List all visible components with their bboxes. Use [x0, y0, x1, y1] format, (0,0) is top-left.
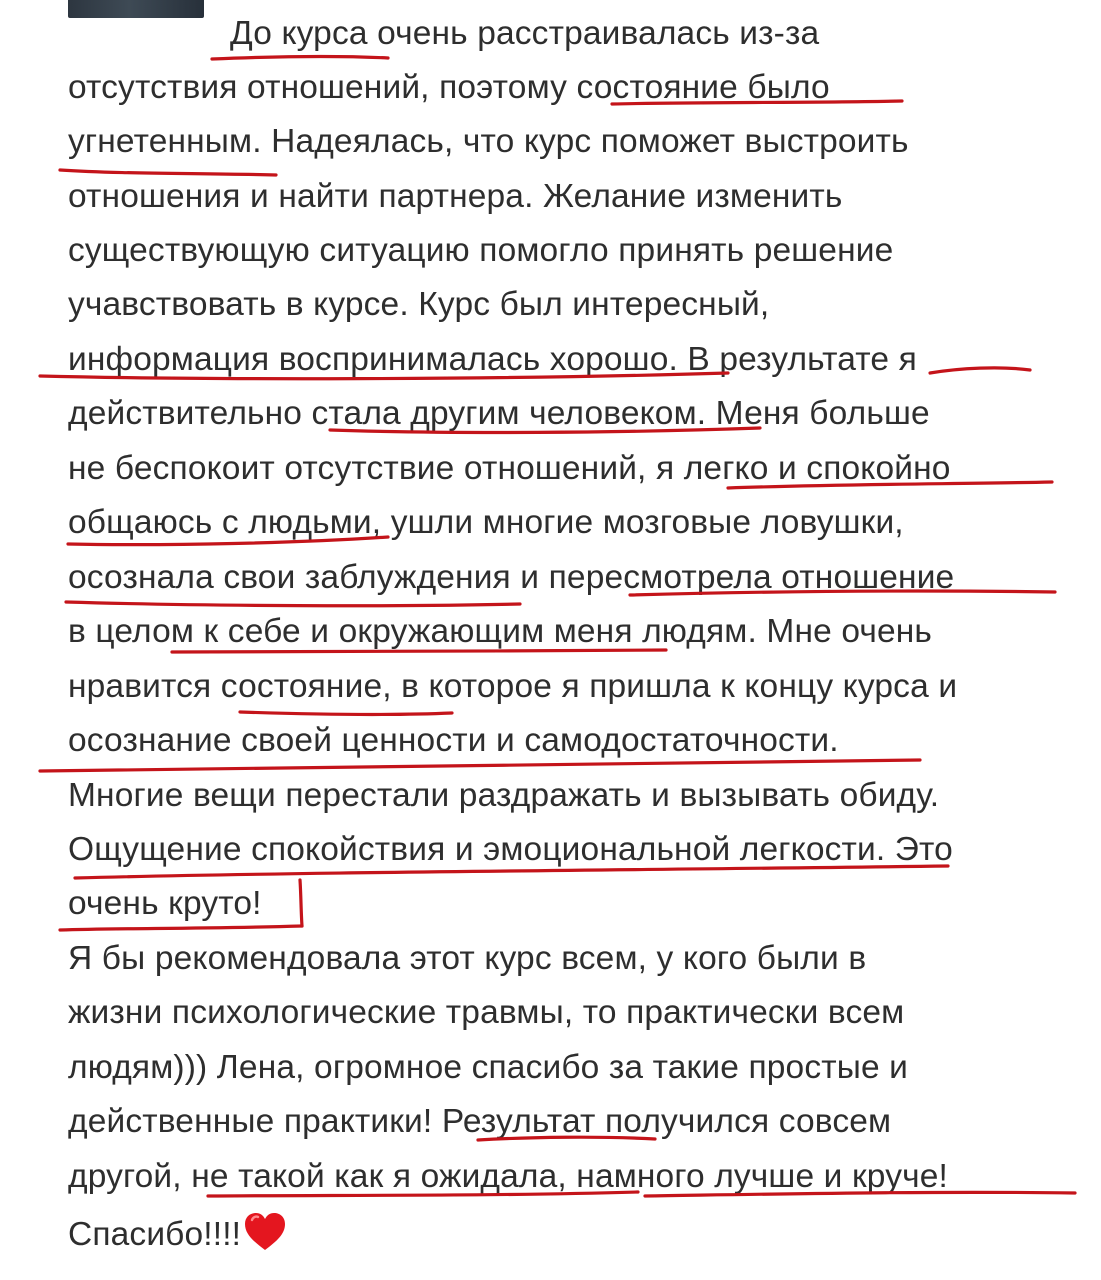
review-line-23: Спасибо!!!!: [68, 1216, 242, 1253]
underline-sostoyanie: [240, 712, 452, 715]
review-line-7: информация воспринималась хорошо. В результате я: [68, 341, 917, 378]
underline-v-rezultate: [930, 368, 1030, 373]
avatar: [68, 0, 204, 18]
red-heart-icon: [243, 1211, 287, 1263]
review-line-12: в целом к себе и окружающим меня людям. Мне очень: [68, 613, 933, 650]
review-line-19: жизни психологические травмы, то практически всем: [68, 994, 905, 1031]
review-line-6: учавствовать в курсе. Курс был интересный,: [68, 286, 770, 323]
review-line-9: не беспокоит отсутствие отношений, я легко и спокойно: [68, 450, 951, 487]
review-line-15: Многие вещи перестали раздражать и вызывать обиду.: [68, 777, 940, 814]
review-line-11: осознала свои заблуждения и пересмотрела отношение: [68, 559, 955, 596]
review-line-2: отсутствия отношений, поэтому состояние было: [68, 69, 830, 106]
review-line-4: отношения и найти партнера. Желание изменить: [68, 178, 843, 215]
review-line-10: общаюсь с людьми, ушли многие мозговые ловушки,: [68, 504, 904, 541]
review-line-21: действенные практики! Результат получился совсем: [68, 1103, 892, 1140]
underline-ugnetennym: [60, 170, 276, 175]
review-line-22: другой, не такой как я ожидала, намного лучше и круче!: [68, 1158, 948, 1195]
underline-osoznala: [66, 602, 520, 606]
underline-ochen-kruto: [60, 926, 302, 930]
review-line-23-wrap: [68, 1211, 287, 1263]
underline-ochen-kruto-tick: [300, 880, 302, 926]
review-line-18: Я бы рекомендовала этот курс всем, у кого были в: [68, 940, 867, 977]
review-line-16: Ощущение спокойствия и эмоциональной легкости. Это: [68, 831, 953, 868]
underline-osoznanie: [40, 760, 920, 771]
review-line-20: людям))) Лена, огромное спасибо за такие простые и: [68, 1049, 909, 1086]
review-line-5: существующую ситуацию помогло принять решение: [68, 232, 894, 269]
review-line-17: очень круто!: [68, 885, 262, 922]
review-line-8: действительно стала другим человеком. Меня больше: [68, 395, 930, 432]
review-line-13: нравится состояние, в которое я пришла к концу курса и: [68, 668, 958, 705]
review-line-14: осознание своей ценности и самодостаточности.: [68, 722, 839, 759]
review-line-3: угнетенным. Надеялась, что курс поможет выстроить: [68, 123, 909, 160]
review-line-1: До курса очень расстраивалась из-за: [230, 15, 820, 52]
underline-do-kursa: [212, 56, 388, 59]
